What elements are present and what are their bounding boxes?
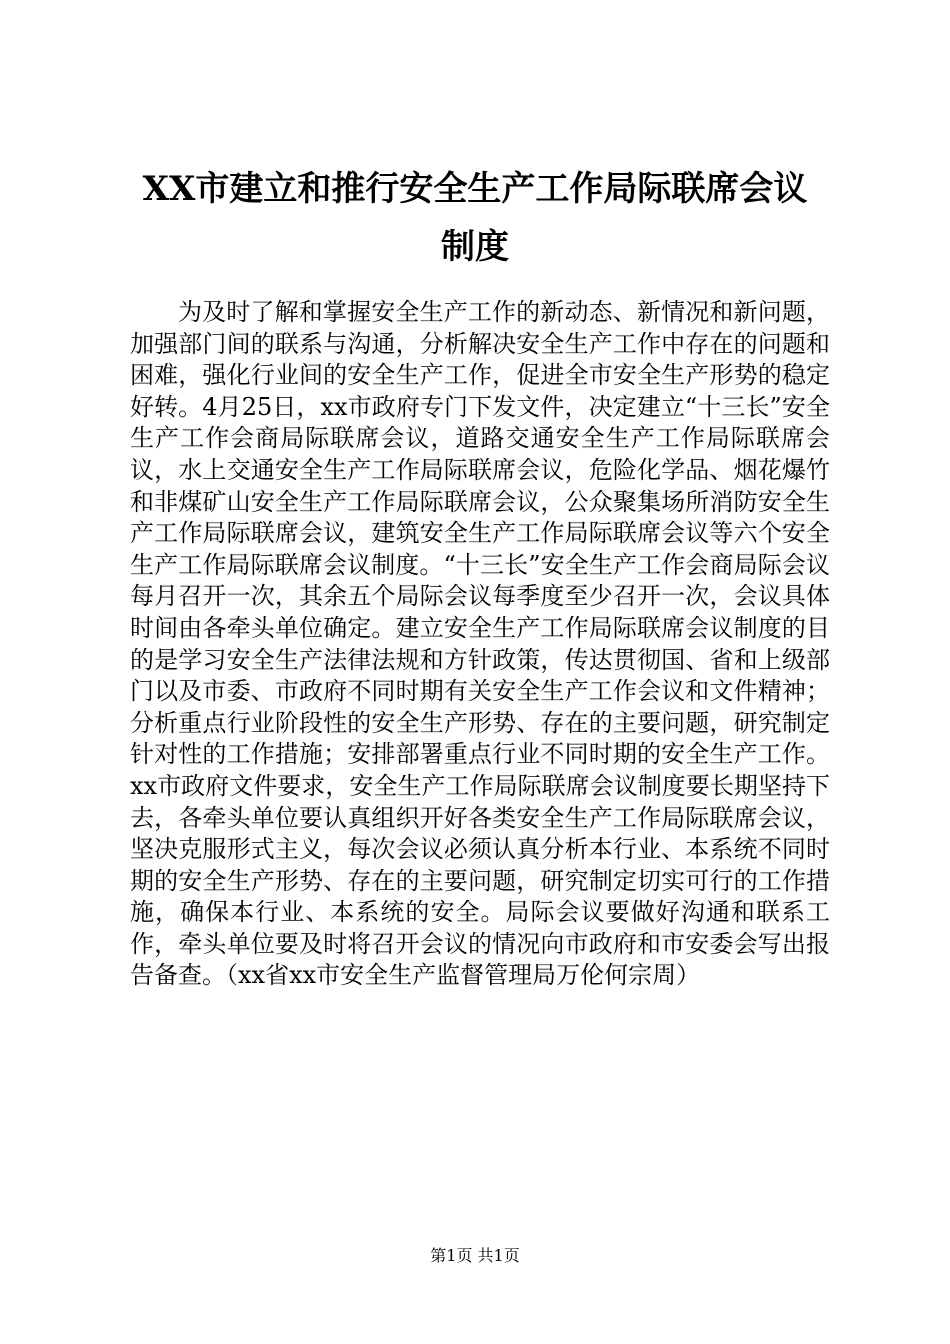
title-line-2: 制度 <box>441 227 509 267</box>
body-paragraph: 为及时了解和掌握安全生产工作的新动态、新情况和新问题，加强部门间的联系与沟通，分析解决安全生产工作中存在的问题和困难，强化行业间的安全生产工作，促进全市安全生产形势的稳定好转。4月25日，xx市政府专门下发文件，决定建立“十三长”安全生产工作会商局际联席会议，道路交通安全生产工作局际联席会议，水上交通安全生产工作局际联席会议，危险化学品、烟花爆竹和非煤矿山安全生产工作局际联席会议，公众聚集场所消防安全生产工作局际联席会议，建筑安全生产工作局际联席会议等六个安全生产工作局际联席会议制度。“十三长”安全生产工作会商局际会议每月召开一次，其余五个局际会议每季度至少召开一次，会议具体时间由各牵头单位确定。建立安全生产工作局际联席会议制度的目的是学习安全生产法律法规和方针政策，传达贯彻国、省和上级部门以及市委、市政府不同时期有关安全生产工作会议和文件精神；分析重点行业阶段性的安全生产形势、存在的主要问题，研究制定针对性的工作措施；安排部署重点行业不同时期的安全生产工作。xx市政府文件要求，安全生产工作局际联席会议制度要长期坚持下去，各牵头单位要认真组织开好各类安全生产工作局际联席会议，坚决克服形式主义，每次会议必须认真分析本行业、本系统不同时期的安全生产形势、存在的主要问题，研究制定切实可行的工作措施，确保本行业、本系统的安全。局际会议要做好沟通和联系工作，牵头单位要及时将召开会议的情况向市政府和市安委会写出报告备查。（xx省xx市安全生产监督管理局万伦何宗周） <box>130 298 830 990</box>
page-footer: 第1页 共1页 <box>430 1246 520 1265</box>
title-line-1: XX市建立和推行安全生产工作局际联席会议 <box>142 169 808 209</box>
document-title <box>90 160 860 276</box>
